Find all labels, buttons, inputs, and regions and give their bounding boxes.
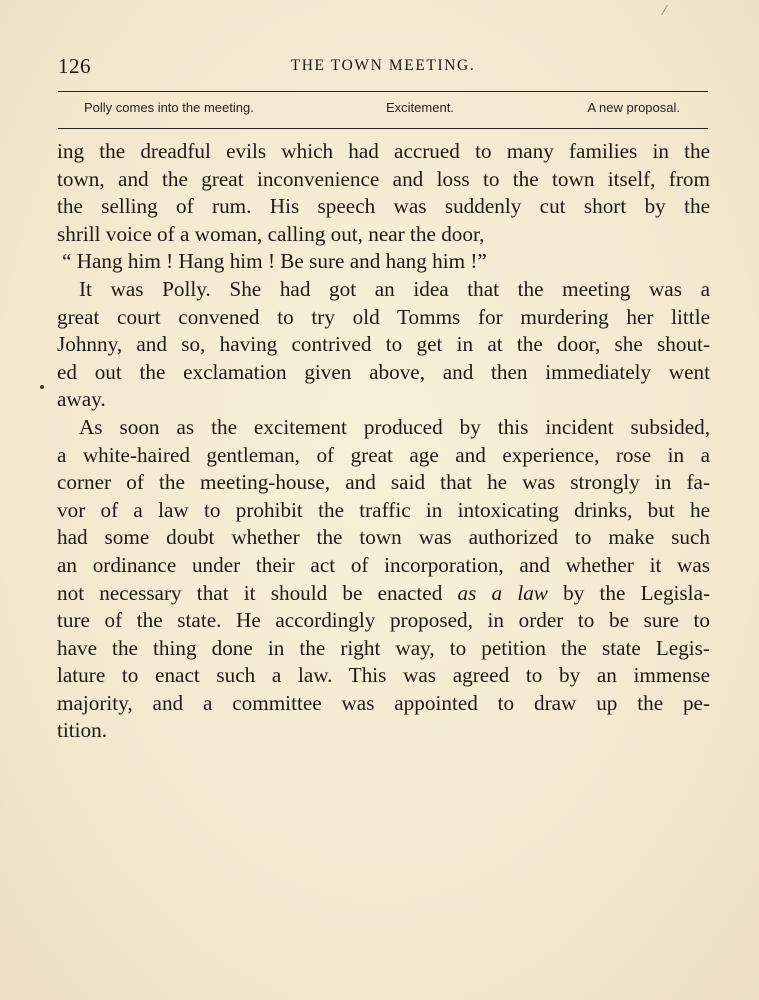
text-line: vor of a law to prohibit the traffic in intoxicating drinks, but he <box>57 497 710 522</box>
text-line: majority, and a committee was appointed to draw up the pe- <box>57 690 710 715</box>
header-rule-top <box>58 91 708 92</box>
margin-pencil-mark: / <box>660 1 669 20</box>
text-line: tition. <box>57 718 108 743</box>
text-line: It was Polly. She had got an idea that the meeting was a <box>79 276 710 301</box>
page-summary <box>58 100 708 122</box>
text-line: ing the dreadful evils which had accrued to many families in the <box>57 139 710 163</box>
margin-speck <box>40 385 44 389</box>
text-line: had some doubt whether the town was authorized to make such <box>57 525 710 550</box>
text-line: great court convened to try old Tomms for murdering her little <box>57 304 710 329</box>
text-line: corner of the meeting-house, and said that he was strongly in fa- <box>57 470 710 495</box>
text-line: As soon as the excitement produced by this incident subsided, <box>79 414 710 439</box>
text-segment: not necessary that it should be enacted <box>57 580 443 605</box>
body-text <box>57 138 710 745</box>
text-line: have the thing done in the right way, to petition the state Legis- <box>57 635 710 660</box>
summary-item: Polly comes into the meeting. <box>84 100 254 115</box>
text-segment: by the Legisla- <box>563 580 711 605</box>
page-number: 126 <box>58 54 91 78</box>
text-line: “ Hang him ! Hang him ! Be sure and hang him !” <box>62 249 487 274</box>
text-line: ture of the state. He accordingly proposed, in order to be sure to <box>57 608 710 633</box>
text-line: an ordinance under their act of incorporation, and whether it was <box>57 552 710 577</box>
italic-phrase: as a law <box>457 580 548 605</box>
chapter-title: THE TOWN MEETING. <box>290 57 476 74</box>
header-rule-bottom <box>58 128 708 129</box>
summary-item: A new proposal. <box>587 100 680 115</box>
text-line: away. <box>57 387 106 412</box>
text-line <box>57 580 710 608</box>
text-line: Johnny, and so, having contrived to get in at the door, she shout- <box>57 332 710 357</box>
text-line: lature to enact such a law. This was agreed to by an immense <box>57 663 710 688</box>
text-line: a white-haired gentleman, of great age and experience, rose in a <box>57 442 710 467</box>
summary-item: Excitement. <box>386 100 454 115</box>
text-line: shrill voice of a woman, calling out, near the door, <box>57 221 485 246</box>
text-line: ed out the exclamation given above, and then immediately went <box>57 359 710 384</box>
text-line: the selling of rum. His speech was suddenly cut short by the <box>57 194 710 219</box>
text-line: town, and the great inconvenience and loss to the town itself, from <box>57 166 710 191</box>
running-head <box>58 54 708 82</box>
